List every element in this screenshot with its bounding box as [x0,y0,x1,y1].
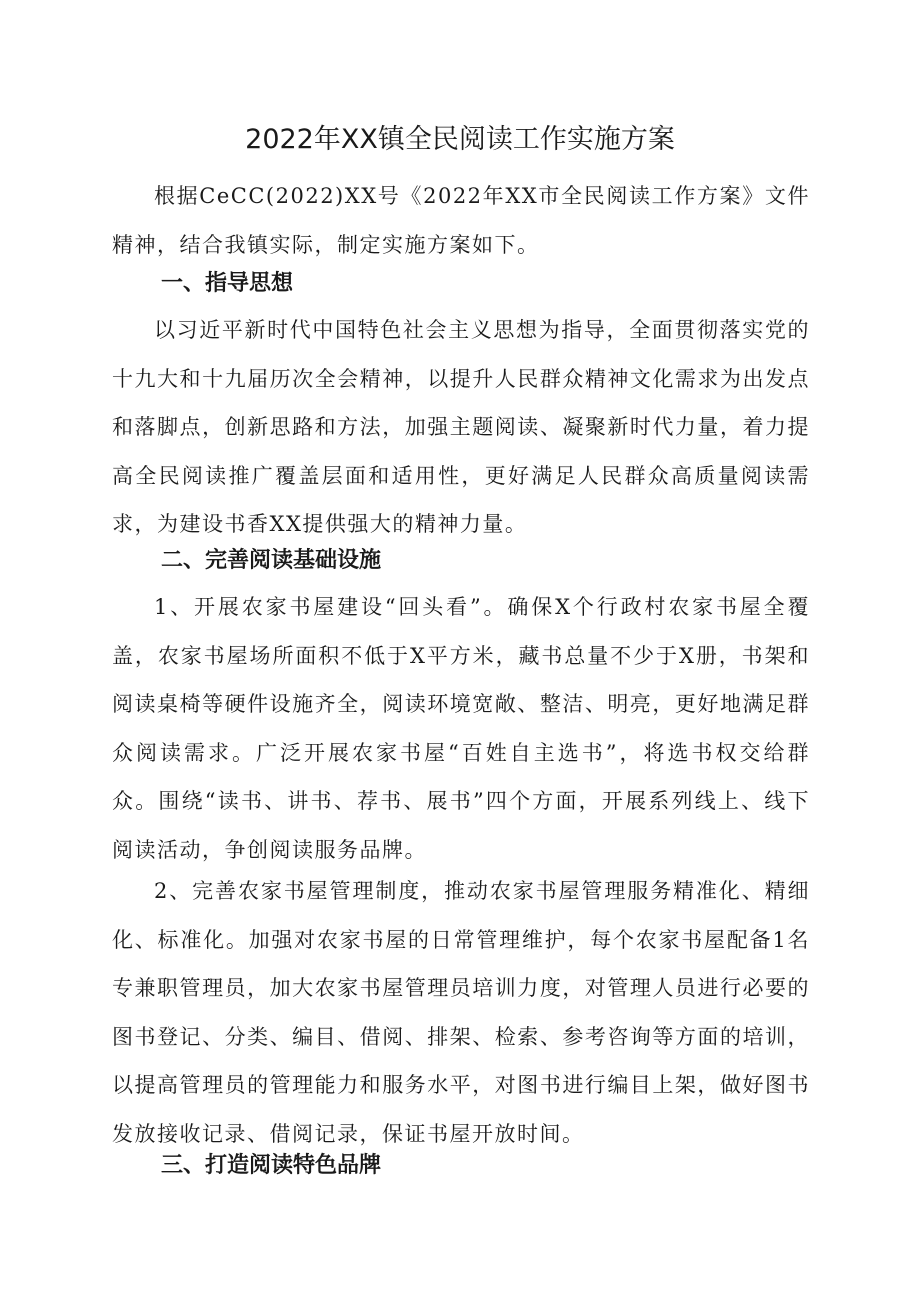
section-heading-brand: 三、打造阅读特色品牌 [161,1153,382,1178]
intro-paragraph: 根据CeCC(2022)XX号《2022年XX市全民阅读工作方案》文件精神，结合我镇实际，制定实施方案如下。 [112,184,810,257]
section-heading-guiding-thought: 一、指导思想 [161,271,294,296]
paragraph-infrastructure-2: 2、完善农家书屋管理制度，推动农家书屋管理服务精准化、精细化、标准化。加强对农家书屋的日常管理维护，每个农家书屋配备1名专兼职管理员，加大农家书屋管理员培训力度，对管理人员进行必要的图书登记、分类、编目、借阅、排架、检索、参考咨询等方面的培训，以提高管理员的管理能力和服务水平，对图书进行编目上架，做好图书发放接收记录、借阅记录，保证书屋开放时间。 [112,879,810,1146]
paragraph-infrastructure-1: 1、开展农家书屋建设“回头看”。确保X个行政村农家书屋全覆盖，农家书屋场所面积不低于X平方米，藏书总量不少于X册，书架和阅读桌椅等硬件设施齐全，阅读环境宽敞、整洁、明亮，更好地满足群众阅读需求。广泛开展农家书屋“百姓自主选书”，将选书权交给群众。围绕“读书、讲书、荐书、展书”四个方面，开展系列线上、线下阅读活动，争创阅读服务品牌。 [112,595,810,862]
document-title: 2022年XX镇全民阅读工作实施方案 [245,124,675,155]
paragraph-guiding-thought: 以习近平新时代中国特色社会主义思想为指导，全面贯彻落实党的十九大和十九届历次全会精神，以提升人民群众精神文化需求为出发点和落脚点，创新思路和方法，加强主题阅读、凝聚新时代力量，着力提高全民阅读推广覆盖层面和适用性，更好满足人民群众高质量阅读需求，为建设书香XX提供强大的精神力量。 [112,318,810,536]
section-heading-infrastructure: 二、完善阅读基础设施 [161,548,382,573]
